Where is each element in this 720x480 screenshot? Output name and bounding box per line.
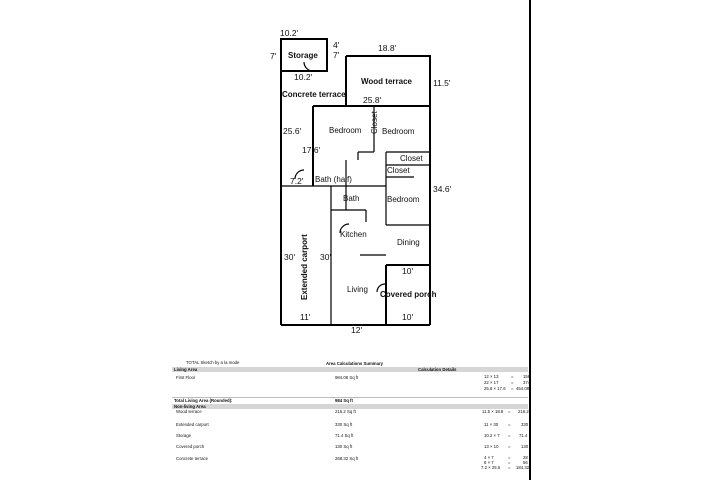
calc-val: 184.32 bbox=[516, 465, 530, 470]
room-extended-carport: Extended carport bbox=[300, 234, 309, 300]
non-living-area: 71.4 Sq ft bbox=[335, 433, 354, 438]
calc-eq: = bbox=[508, 409, 511, 414]
calc-expr: 22 × 17 bbox=[484, 380, 499, 385]
non-living-label: Non-living Area bbox=[174, 404, 206, 409]
calc-eq: = bbox=[511, 386, 514, 391]
non-living-area: 330 Sq ft bbox=[335, 422, 353, 427]
room-closet-3: Closet bbox=[387, 166, 410, 175]
calc-eq: = bbox=[511, 374, 514, 379]
calc-val: 374 bbox=[523, 380, 531, 385]
calc-expr: 7.2 × 25.6 bbox=[481, 465, 501, 470]
room-closet-2: Closet bbox=[400, 154, 423, 163]
dim-storage-top: 10.2' bbox=[280, 28, 299, 38]
living-area-label: Living Area bbox=[174, 367, 198, 372]
calc-eq: = bbox=[508, 433, 511, 438]
calc-eq: = bbox=[508, 465, 511, 470]
non-living-name: Storage bbox=[176, 433, 192, 438]
calc-val: 330 bbox=[521, 422, 529, 427]
dim-bath-width: 7.2' bbox=[290, 176, 304, 186]
calc-expr: 25.8 × 17.6 bbox=[484, 386, 506, 391]
dim-storage-left: 7' bbox=[270, 51, 277, 61]
room-concrete-terrace: Concrete terrace bbox=[282, 90, 346, 99]
dim-storage-inner: 4' bbox=[333, 40, 340, 50]
room-closet-1: Closet bbox=[370, 111, 379, 134]
calc-details-label: Calculation Details bbox=[418, 367, 457, 372]
dim-right-height: 34.6' bbox=[433, 184, 452, 194]
non-living-area: 268.32 Sq ft bbox=[335, 456, 359, 461]
non-living-name: Wood terrace bbox=[176, 409, 202, 414]
room-bath: Bath bbox=[343, 194, 360, 203]
room-bath-half: Bath (half) bbox=[315, 175, 352, 184]
total-living-value: 984 Sq ft bbox=[335, 398, 353, 403]
room-bedroom-3: Bedroom bbox=[387, 195, 420, 204]
dim-kitchen-length: 30' bbox=[320, 252, 332, 262]
non-living-area: 130 Sq ft bbox=[335, 444, 353, 449]
calc-val: 216.2 bbox=[518, 409, 529, 414]
calc-expr: 11.5 × 18.8 bbox=[482, 409, 504, 414]
dim-carport-width: 11' bbox=[300, 312, 311, 322]
room-living: Living bbox=[347, 285, 368, 294]
dim-carport-length: 30' bbox=[284, 252, 296, 262]
calc-val: 56 bbox=[523, 460, 528, 465]
room-storage: Storage bbox=[288, 51, 318, 60]
non-living-name: Covered porch bbox=[176, 444, 205, 449]
room-dining: Dining bbox=[397, 238, 420, 247]
calc-eq: = bbox=[508, 422, 511, 427]
non-living-area: 216.2 Sq ft bbox=[335, 409, 356, 414]
first-floor-name: First Floor bbox=[176, 375, 196, 380]
dim-house-width: 25.8' bbox=[363, 95, 382, 105]
dim-bedroom-height: 17.6' bbox=[302, 145, 321, 155]
area-summary-table bbox=[172, 360, 531, 480]
dim-storage-bottom: 10.2' bbox=[294, 72, 313, 82]
dim-storage-inner-2: 7' bbox=[333, 50, 340, 60]
dim-terrace-right: 11.5' bbox=[433, 78, 451, 88]
calc-val: 156 bbox=[523, 374, 531, 379]
calc-eq: = bbox=[508, 455, 511, 460]
first-floor-area: 984.08 Sq ft bbox=[335, 375, 359, 380]
calc-eq: = bbox=[508, 444, 511, 449]
calc-expr: 8 × 7 bbox=[484, 460, 494, 465]
calc-expr: 4 × 7 bbox=[484, 455, 494, 460]
summary-note: TOTAL Sketch by a la mode bbox=[186, 360, 240, 365]
room-kitchen: Kitchen bbox=[340, 230, 367, 239]
calc-expr: 11 × 30 bbox=[484, 422, 499, 427]
room-covered-porch: Covered porch bbox=[380, 290, 437, 299]
dim-terrace-top: 18.8' bbox=[378, 43, 397, 53]
calc-expr: 12 × 13 bbox=[484, 374, 499, 379]
room-bedroom-1: Bedroom bbox=[329, 126, 362, 135]
dim-left-height: 25.6' bbox=[283, 126, 302, 136]
dim-bottom-width: 12' bbox=[351, 325, 363, 335]
calc-expr: 13 × 10 bbox=[484, 444, 499, 449]
calc-eq: = bbox=[511, 380, 514, 385]
total-living-label: Total Living Area (Rounded): bbox=[174, 398, 233, 403]
calc-val: 454.08 bbox=[516, 386, 530, 391]
calc-val: 130 bbox=[521, 444, 529, 449]
living-area-header-bar bbox=[172, 367, 528, 372]
room-bedroom-2: Bedroom bbox=[382, 127, 415, 136]
dim-porch-width-top: 10' bbox=[402, 266, 414, 276]
room-wood-terrace: Wood terrace bbox=[361, 77, 412, 86]
calc-val: 71.4 bbox=[519, 433, 528, 438]
dim-porch-width-bottom: 10' bbox=[402, 312, 414, 322]
calc-val: 28 bbox=[523, 455, 528, 460]
non-living-name: Extended carport bbox=[176, 422, 209, 427]
non-living-name: Concrete terrace bbox=[176, 456, 209, 461]
calc-expr: 10.2 × 7 bbox=[484, 433, 500, 438]
calc-eq: = bbox=[508, 460, 511, 465]
summary-title: Area Calculations Summary bbox=[326, 361, 384, 366]
